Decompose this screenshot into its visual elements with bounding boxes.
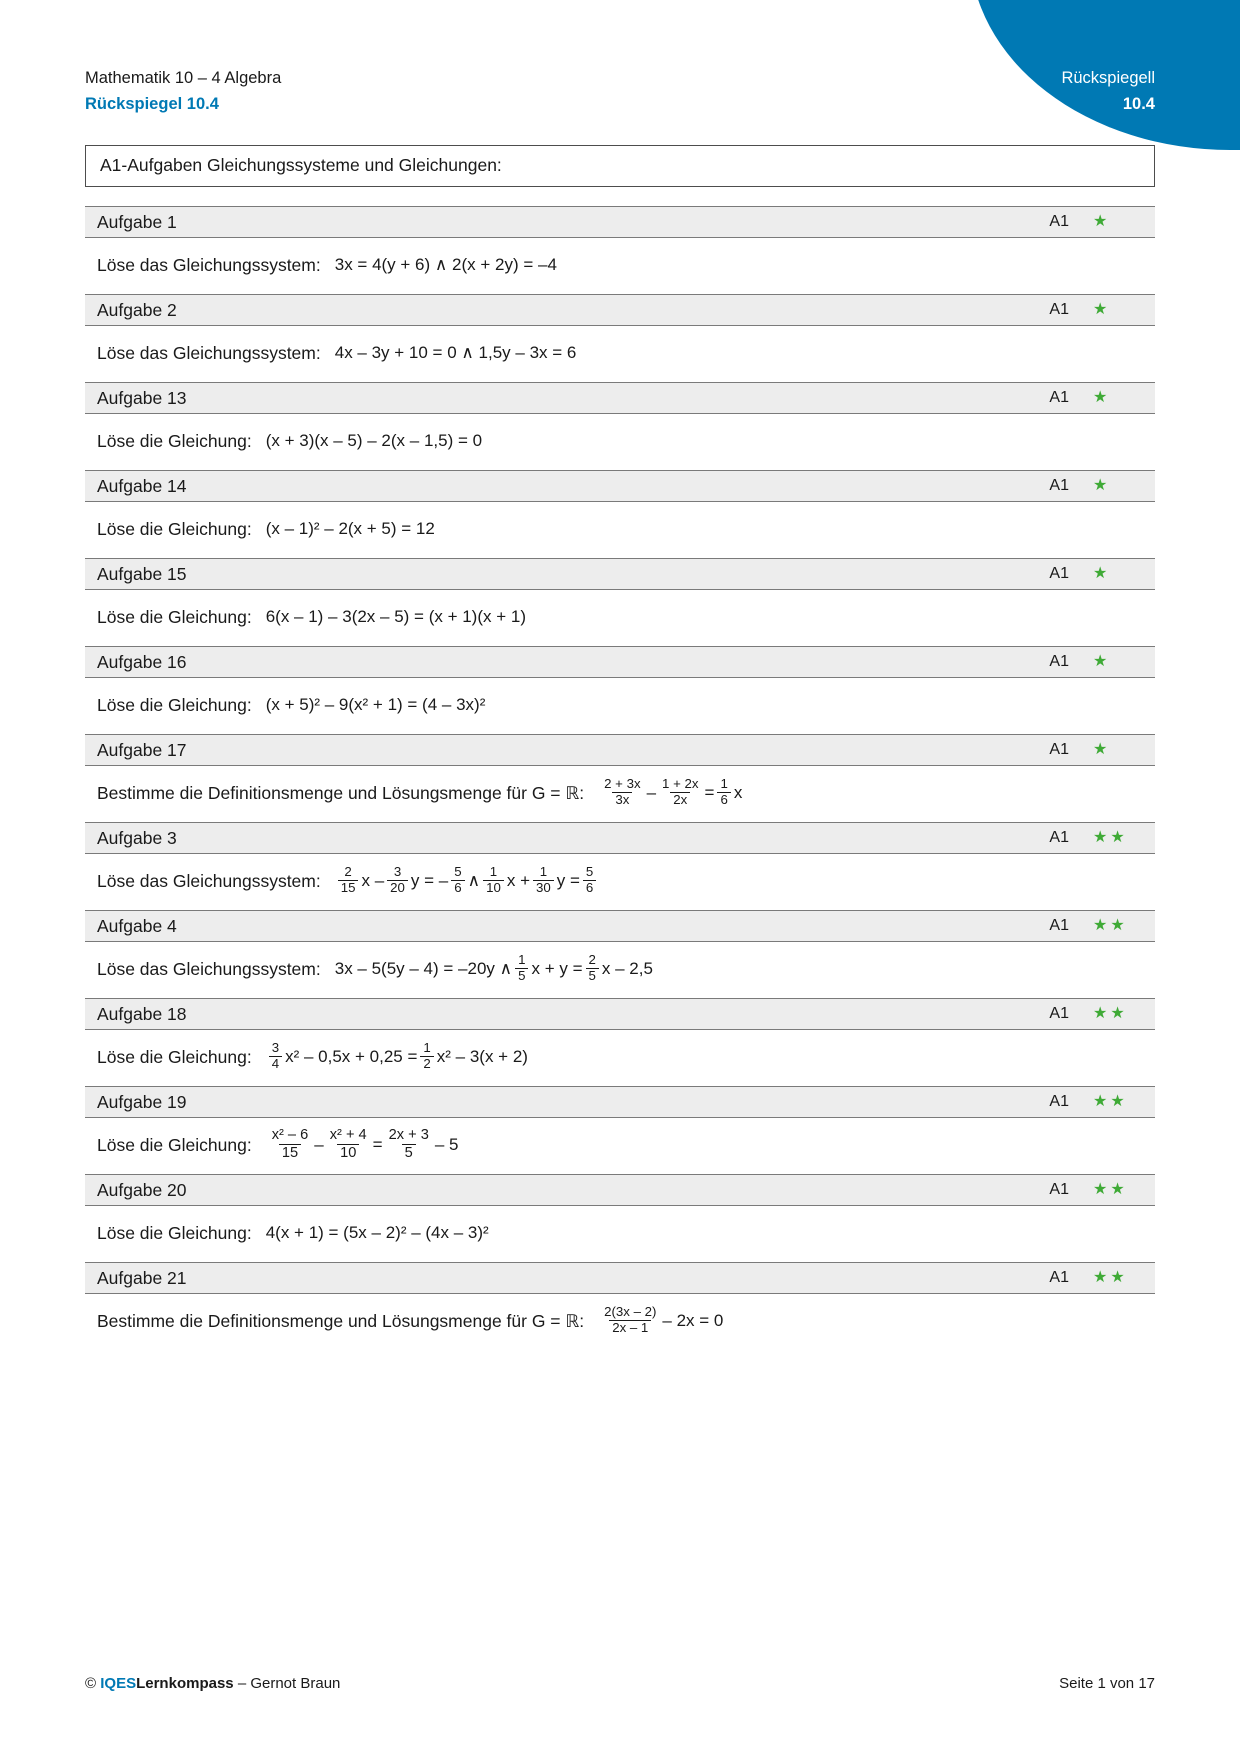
math-operator: – [314, 1135, 324, 1154]
exercise-title: Aufgabe 19 [97, 1091, 187, 1112]
exercise-prompt: Löse die Gleichung: [97, 1222, 252, 1243]
exercise-math: 6(x – 1) – 3(2x – 5) = (x + 1)(x + 1) [265, 607, 526, 626]
exercise-item [85, 1086, 1155, 1174]
fraction [717, 777, 730, 808]
fraction-numerator: x² – 6 [271, 1127, 309, 1144]
exercise-item [85, 998, 1155, 1086]
fraction-denominator: 4 [269, 1056, 282, 1072]
exercise-list [85, 206, 1155, 1350]
exercise-body [85, 1118, 1155, 1174]
fraction [387, 865, 408, 896]
fraction-denominator: 6 [717, 792, 730, 808]
math-term: y = [556, 871, 580, 890]
exercise-header [85, 646, 1155, 678]
difficulty-stars: ★★ [1093, 1269, 1128, 1286]
exercise-prompt: Löse das Gleichungssystem: [97, 342, 321, 363]
fraction-denominator: 2x [670, 792, 690, 808]
exercise-code: A1 [1049, 653, 1069, 670]
exercise-item [85, 382, 1155, 470]
exercise-math [598, 1303, 724, 1337]
exercise-header [85, 558, 1155, 590]
math-term: x + y = [531, 959, 583, 978]
exercise-header [85, 998, 1155, 1030]
exercise-prompt: Löse das Gleichungssystem: [97, 870, 321, 891]
fraction [451, 865, 464, 896]
fraction-denominator: 2x – 1 [609, 1320, 651, 1336]
exercise-math [266, 1039, 528, 1073]
exercise-body [85, 238, 1155, 294]
fraction [269, 1127, 312, 1161]
fraction [533, 865, 554, 896]
exercise-item [85, 470, 1155, 558]
page-number: Seite 1 von 17 [1059, 1675, 1155, 1692]
exercise-body [85, 414, 1155, 470]
fraction-denominator: 2 [420, 1056, 433, 1072]
footer-brand [85, 1675, 1059, 1692]
exercise-body [85, 1030, 1155, 1086]
exercise-title: Aufgabe 4 [97, 915, 177, 936]
fraction-denominator: 5 [586, 968, 599, 984]
exercise-code: A1 [1049, 917, 1069, 934]
exercise-body [85, 326, 1155, 382]
exercise-body [85, 854, 1155, 910]
header-right-number: 10.4 [1122, 94, 1155, 113]
fraction-numerator: 5 [585, 863, 594, 879]
header-left [85, 66, 281, 117]
fraction [601, 777, 643, 808]
fraction-denominator: 30 [533, 880, 554, 896]
fraction-numerator: 5 [454, 863, 462, 879]
exercise-code: A1 [1049, 213, 1069, 230]
brand-lernkompass: Lernkompass [136, 1675, 234, 1692]
exercise-item [85, 734, 1155, 822]
math-tail: – 2x = 0 [662, 1311, 724, 1330]
math-tail: – 5 [434, 1135, 459, 1154]
fraction-denominator: 15 [279, 1144, 301, 1161]
fraction-denominator: 6 [451, 880, 464, 896]
exercise-header [85, 1086, 1155, 1118]
fraction [338, 865, 359, 896]
fraction-numerator: 2 + 3x [604, 775, 641, 791]
fraction-numerator: 2 [344, 863, 352, 879]
exercise-item [85, 822, 1155, 910]
header-right-title: Rückspiegell [1061, 69, 1155, 87]
exercise-math: 4x – 3y + 10 = 0 ∧ 1,5y – 3x = 6 [334, 343, 577, 362]
exercise-header [85, 1262, 1155, 1294]
exercise-title: Aufgabe 13 [97, 387, 187, 408]
fraction-numerator: 2(3x – 2) [604, 1303, 657, 1319]
fraction-numerator: 1 + 2x [662, 775, 699, 791]
exercise-item [85, 910, 1155, 998]
document-subtitle: Rückspiegel 10.4 [85, 94, 219, 113]
exercise-item [85, 646, 1155, 734]
exercise-body [85, 1294, 1155, 1350]
fraction [659, 777, 701, 808]
fraction [586, 953, 599, 984]
exercise-title: Aufgabe 3 [97, 827, 177, 848]
math-term: x² – 0,5x + 0,25 = [285, 1047, 418, 1066]
header-right [1061, 66, 1155, 117]
exercise-prompt: Löse die Gleichung: [97, 518, 252, 539]
exercise-math [335, 863, 600, 897]
fraction-numerator: 1 [489, 863, 498, 879]
exercise-math: 3x = 4(y + 6) ∧ 2(x + 2y) = –4 [334, 255, 557, 274]
fraction-numerator: 1 [720, 775, 728, 791]
exercise-code: A1 [1049, 1005, 1069, 1022]
exercise-math [266, 1128, 459, 1162]
exercise-title: Aufgabe 15 [97, 563, 187, 584]
exercise-math [334, 951, 653, 985]
fraction-denominator: 10 [337, 1144, 359, 1161]
exercise-prompt: Löse die Gleichung: [97, 430, 252, 451]
exercise-code: A1 [1049, 565, 1069, 582]
difficulty-stars: ★ [1093, 213, 1111, 230]
footer-author: – Gernot Braun [237, 1675, 341, 1692]
exercise-title: Aufgabe 17 [97, 739, 187, 760]
fraction-numerator: 2x + 3 [388, 1127, 429, 1144]
exercise-item [85, 558, 1155, 646]
difficulty-stars: ★ [1093, 653, 1111, 670]
exercise-header [85, 382, 1155, 414]
exercise-prompt: Löse die Gleichung: [97, 1046, 252, 1067]
fraction [327, 1127, 370, 1161]
difficulty-stars: ★ [1093, 389, 1111, 406]
difficulty-stars: ★ [1093, 565, 1111, 582]
page-title: A1-Aufgaben Gleichungssysteme und Gleichungen: [85, 145, 1155, 187]
exercise-item [85, 1174, 1155, 1262]
exercise-title: Aufgabe 20 [97, 1179, 187, 1200]
fraction-numerator: 1 [539, 863, 548, 879]
math-term: x – [361, 871, 385, 890]
fraction-numerator: 1 [423, 1039, 431, 1055]
fraction-denominator: 5 [515, 968, 528, 984]
fraction [269, 1041, 282, 1072]
exercise-math: (x + 3)(x – 5) – 2(x – 1,5) = 0 [265, 431, 483, 450]
exercise-header [85, 822, 1155, 854]
math-lead: 3x – 5(5y – 4) = –20y ∧ [334, 959, 513, 978]
exercise-header [85, 470, 1155, 502]
exercise-body [85, 942, 1155, 998]
math-term: x + [506, 871, 530, 890]
exercise-math: (x – 1)² – 2(x + 5) = 12 [265, 519, 435, 538]
difficulty-stars: ★ [1093, 301, 1111, 318]
fraction-numerator: 1 [518, 951, 526, 967]
exercise-code: A1 [1049, 389, 1069, 406]
difficulty-stars: ★★ [1093, 1181, 1128, 1198]
fraction-numerator: 3 [271, 1039, 280, 1055]
fraction-numerator: x² + 4 [329, 1127, 367, 1144]
difficulty-stars: ★ [1093, 741, 1111, 758]
fraction [420, 1041, 433, 1072]
exercise-prompt: Löse die Gleichung: [97, 1134, 252, 1155]
fraction-numerator: 2 [588, 951, 596, 967]
exercise-title: Aufgabe 18 [97, 1003, 187, 1024]
page-footer [85, 1675, 1155, 1692]
math-term: y = – [410, 871, 449, 890]
exercise-prompt: Bestimme die Definitionsmenge und Lösungsmenge für G = ℝ: [97, 1310, 585, 1331]
exercise-item [85, 294, 1155, 382]
math-term: x² – 3(x + 2) [436, 1047, 528, 1066]
exercise-code: A1 [1049, 477, 1069, 494]
difficulty-stars: ★ [1093, 477, 1111, 494]
exercise-code: A1 [1049, 1181, 1069, 1198]
exercise-prompt: Löse das Gleichungssystem: [97, 254, 321, 275]
exercise-prompt: Löse die Gleichung: [97, 606, 252, 627]
exercise-math: 4(x + 1) = (5x – 2)² – (4x – 3)² [265, 1223, 489, 1242]
fraction [386, 1127, 432, 1161]
exercise-code: A1 [1049, 1093, 1069, 1110]
exercise-code: A1 [1049, 301, 1069, 318]
fraction-numerator: 3 [393, 863, 402, 879]
math-operator: = [372, 1135, 383, 1154]
exercise-code: A1 [1049, 1269, 1069, 1286]
exercise-title: Aufgabe 1 [97, 211, 177, 232]
exercise-header [85, 206, 1155, 238]
exercise-body [85, 766, 1155, 822]
fraction-denominator: 20 [387, 880, 408, 896]
page-header [85, 66, 1155, 126]
fraction-denominator: 10 [483, 880, 504, 896]
exercise-title: Aufgabe 14 [97, 475, 187, 496]
fraction [583, 865, 596, 896]
fraction [601, 1305, 659, 1336]
difficulty-stars: ★★ [1093, 917, 1128, 934]
exercise-body [85, 1206, 1155, 1262]
fraction-denominator: 6 [583, 880, 596, 896]
exercise-header [85, 294, 1155, 326]
exercise-header [85, 734, 1155, 766]
course-label: Mathematik 10 – 4 Algebra [85, 69, 282, 87]
exercise-header [85, 1174, 1155, 1206]
fraction [515, 953, 528, 984]
exercise-math: (x + 5)² – 9(x² + 1) = (4 – 3x)² [265, 695, 486, 714]
exercise-header [85, 910, 1155, 942]
math-operator: = [704, 783, 715, 802]
brand-iqes: IQES [100, 1675, 137, 1692]
fraction [483, 865, 504, 896]
exercise-item [85, 206, 1155, 294]
exercise-prompt: Löse die Gleichung: [97, 694, 252, 715]
math-term: ∧ [467, 871, 481, 890]
exercise-code: A1 [1049, 741, 1069, 758]
exercise-body [85, 590, 1155, 646]
exercise-code: A1 [1049, 829, 1069, 846]
fraction-denominator: 3x [612, 792, 632, 808]
exercise-prompt: Bestimme die Definitionsmenge und Lösungsmenge für G = ℝ: [97, 782, 585, 803]
exercise-title: Aufgabe 2 [97, 299, 177, 320]
difficulty-stars: ★★ [1093, 829, 1128, 846]
exercise-body [85, 502, 1155, 558]
exercise-item [85, 1262, 1155, 1350]
difficulty-stars: ★★ [1093, 1005, 1128, 1022]
fraction-denominator: 5 [402, 1144, 416, 1161]
copyright-symbol: © [85, 1675, 97, 1692]
exercise-prompt: Löse das Gleichungssystem: [97, 958, 321, 979]
exercise-title: Aufgabe 21 [97, 1267, 187, 1288]
exercise-body [85, 678, 1155, 734]
exercise-title: Aufgabe 16 [97, 651, 187, 672]
fraction-denominator: 15 [338, 880, 359, 896]
exercise-math [598, 775, 743, 809]
math-operator: – [646, 783, 657, 802]
math-term: x – 2,5 [601, 959, 653, 978]
math-tail: x [733, 783, 743, 802]
difficulty-stars: ★★ [1093, 1093, 1128, 1110]
